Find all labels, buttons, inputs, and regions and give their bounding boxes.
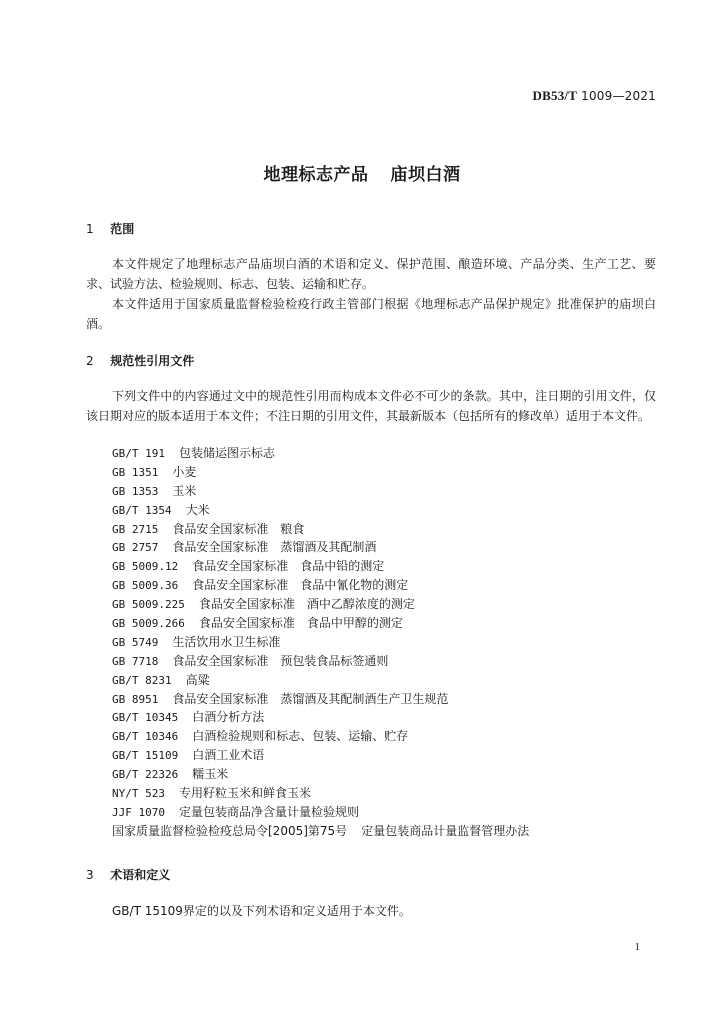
references-intro-paragraph: 下列文件中的内容通过文中的规范性引用而构成本文件必不可少的条款。其中，注日期的引用文件，仅该日期对应的版本适用于本文件；不注日期的引用文件，其最新版本（包括所有的修改单）适用于本文件。 [86, 389, 656, 423]
reference-title: 包装储运图示标志 [178, 446, 275, 460]
reference-code: GB 2757 [112, 541, 159, 555]
reference-title: 食品安全国家标准 食品中氰化物的测定 [192, 578, 409, 593]
section-number: 1 [86, 222, 94, 236]
reference-item [112, 784, 529, 803]
section-number: 3 [86, 868, 94, 882]
reference-title: 糯玉米 [192, 767, 229, 782]
reference-code: GB/T 15109 [112, 749, 179, 763]
terms-intro-paragraph: GB/T 15109界定的以及下列术语和定义适用于本文件。 [112, 904, 411, 918]
reference-item [112, 708, 529, 727]
reference-item [112, 557, 529, 576]
reference-code: GB 5749 [112, 635, 159, 649]
standard-identifier [533, 88, 656, 104]
section-title: 范围 [110, 222, 135, 236]
reference-code: GB 1353 [112, 484, 159, 498]
reference-code: GB 7718 [112, 654, 159, 668]
reference-item [112, 765, 529, 784]
reference-title: 小麦 [172, 464, 197, 479]
section-heading-scope [86, 220, 134, 237]
reference-code: GB/T 1354 [112, 503, 172, 517]
reference-title: 食品安全国家标准 蒸馏酒及其配制酒生产卫生规范 [172, 691, 449, 706]
reference-item [112, 671, 529, 690]
reference-title: 食品安全国家标准 预包装食品标签通则 [172, 653, 389, 668]
reference-title: 白酒工业术语 [192, 748, 265, 763]
reference-item [112, 690, 529, 709]
reference-code: GB 5009.12 [112, 560, 179, 574]
reference-title: 专用籽粒玉米和鲜食玉米 [178, 786, 311, 801]
reference-code: GB 2715 [112, 522, 159, 536]
reference-item [112, 746, 529, 765]
reference-title: 白酒检验规则和标志、包装、运输、贮存 [192, 729, 409, 744]
reference-item [112, 803, 529, 822]
reference-item [112, 652, 529, 671]
reference-title: 玉米 [172, 483, 197, 498]
reference-code: GB 5009.36 [112, 579, 179, 593]
reference-item [112, 538, 529, 557]
reference-code: GB/T 10346 [112, 730, 179, 744]
standard-number: 1009—2021 [581, 89, 656, 103]
reference-title: 食品安全国家标准 酒中乙醇浓度的测定 [198, 597, 415, 612]
section-number: 2 [86, 354, 94, 368]
reference-code: GB/T 10345 [112, 711, 179, 725]
reference-item [112, 595, 529, 614]
reference-item [112, 614, 529, 633]
reference-item [112, 633, 529, 652]
reference-item [112, 822, 529, 841]
reference-list [112, 444, 529, 841]
reference-item [112, 727, 529, 746]
reference-item [112, 520, 529, 539]
reference-item [112, 463, 529, 482]
reference-code: GB 1351 [112, 465, 159, 479]
reference-item [112, 501, 529, 520]
reference-title: 食品安全国家标准 粮食 [172, 521, 305, 536]
reference-title: 白酒分析方法 [192, 710, 265, 725]
reference-title: 食品安全国家标准 食品中铅的测定 [192, 559, 385, 574]
reference-code: 国家质量监督检验检疫总局令[2005]第75号 [112, 823, 348, 838]
reference-code: GB/T 8231 [112, 673, 172, 687]
reference-title: 高粱 [185, 672, 210, 687]
page-number: 1 [634, 941, 640, 953]
reference-title: 生活饮用水卫生标准 [172, 634, 281, 649]
document-title [0, 160, 724, 185]
section-heading-terms-definitions [86, 866, 170, 883]
reference-item [112, 576, 529, 595]
reference-code: GB 5009.266 [112, 617, 185, 631]
reference-item [112, 444, 529, 463]
reference-item [112, 482, 529, 501]
reference-code: NY/T 523 [112, 787, 165, 801]
standard-prefix: DB53/T [532, 88, 578, 103]
reference-title: 定量包装商品净含量计量检验规则 [178, 804, 359, 819]
section-title: 术语和定义 [110, 868, 171, 882]
section-heading-normative-references [86, 352, 194, 369]
reference-code: JJF 1070 [112, 805, 165, 819]
reference-title: 大米 [185, 502, 210, 517]
reference-code: GB 5009.225 [112, 598, 185, 612]
reference-title: 定量包装商品计量监督管理办法 [361, 823, 530, 838]
title-part-2: 庙坝白酒 [390, 165, 461, 185]
reference-code: GB/T 191 [112, 447, 165, 460]
scope-paragraph-1: 本文件规定了地理标志产品庙坝白酒的术语和定义、保护范围、酿造环境、产品分类、生产工艺、要求、试验方法、检验规则、标志、包装、运输和贮存。 [86, 257, 656, 291]
reference-title: 食品安全国家标准 食品中甲醇的测定 [198, 616, 403, 631]
section-title: 规范性引用文件 [110, 354, 195, 368]
reference-title: 食品安全国家标准 蒸馏酒及其配制酒 [172, 540, 377, 555]
reference-code: GB/T 22326 [112, 768, 179, 782]
reference-code: GB 8951 [112, 692, 159, 706]
scope-paragraph-2: 本文件适用于国家质量监督检验检疫行政主管部门根据《地理标志产品保护规定》批准保护的庙坝白酒。 [86, 297, 656, 331]
title-part-1: 地理标志产品 [263, 165, 369, 185]
